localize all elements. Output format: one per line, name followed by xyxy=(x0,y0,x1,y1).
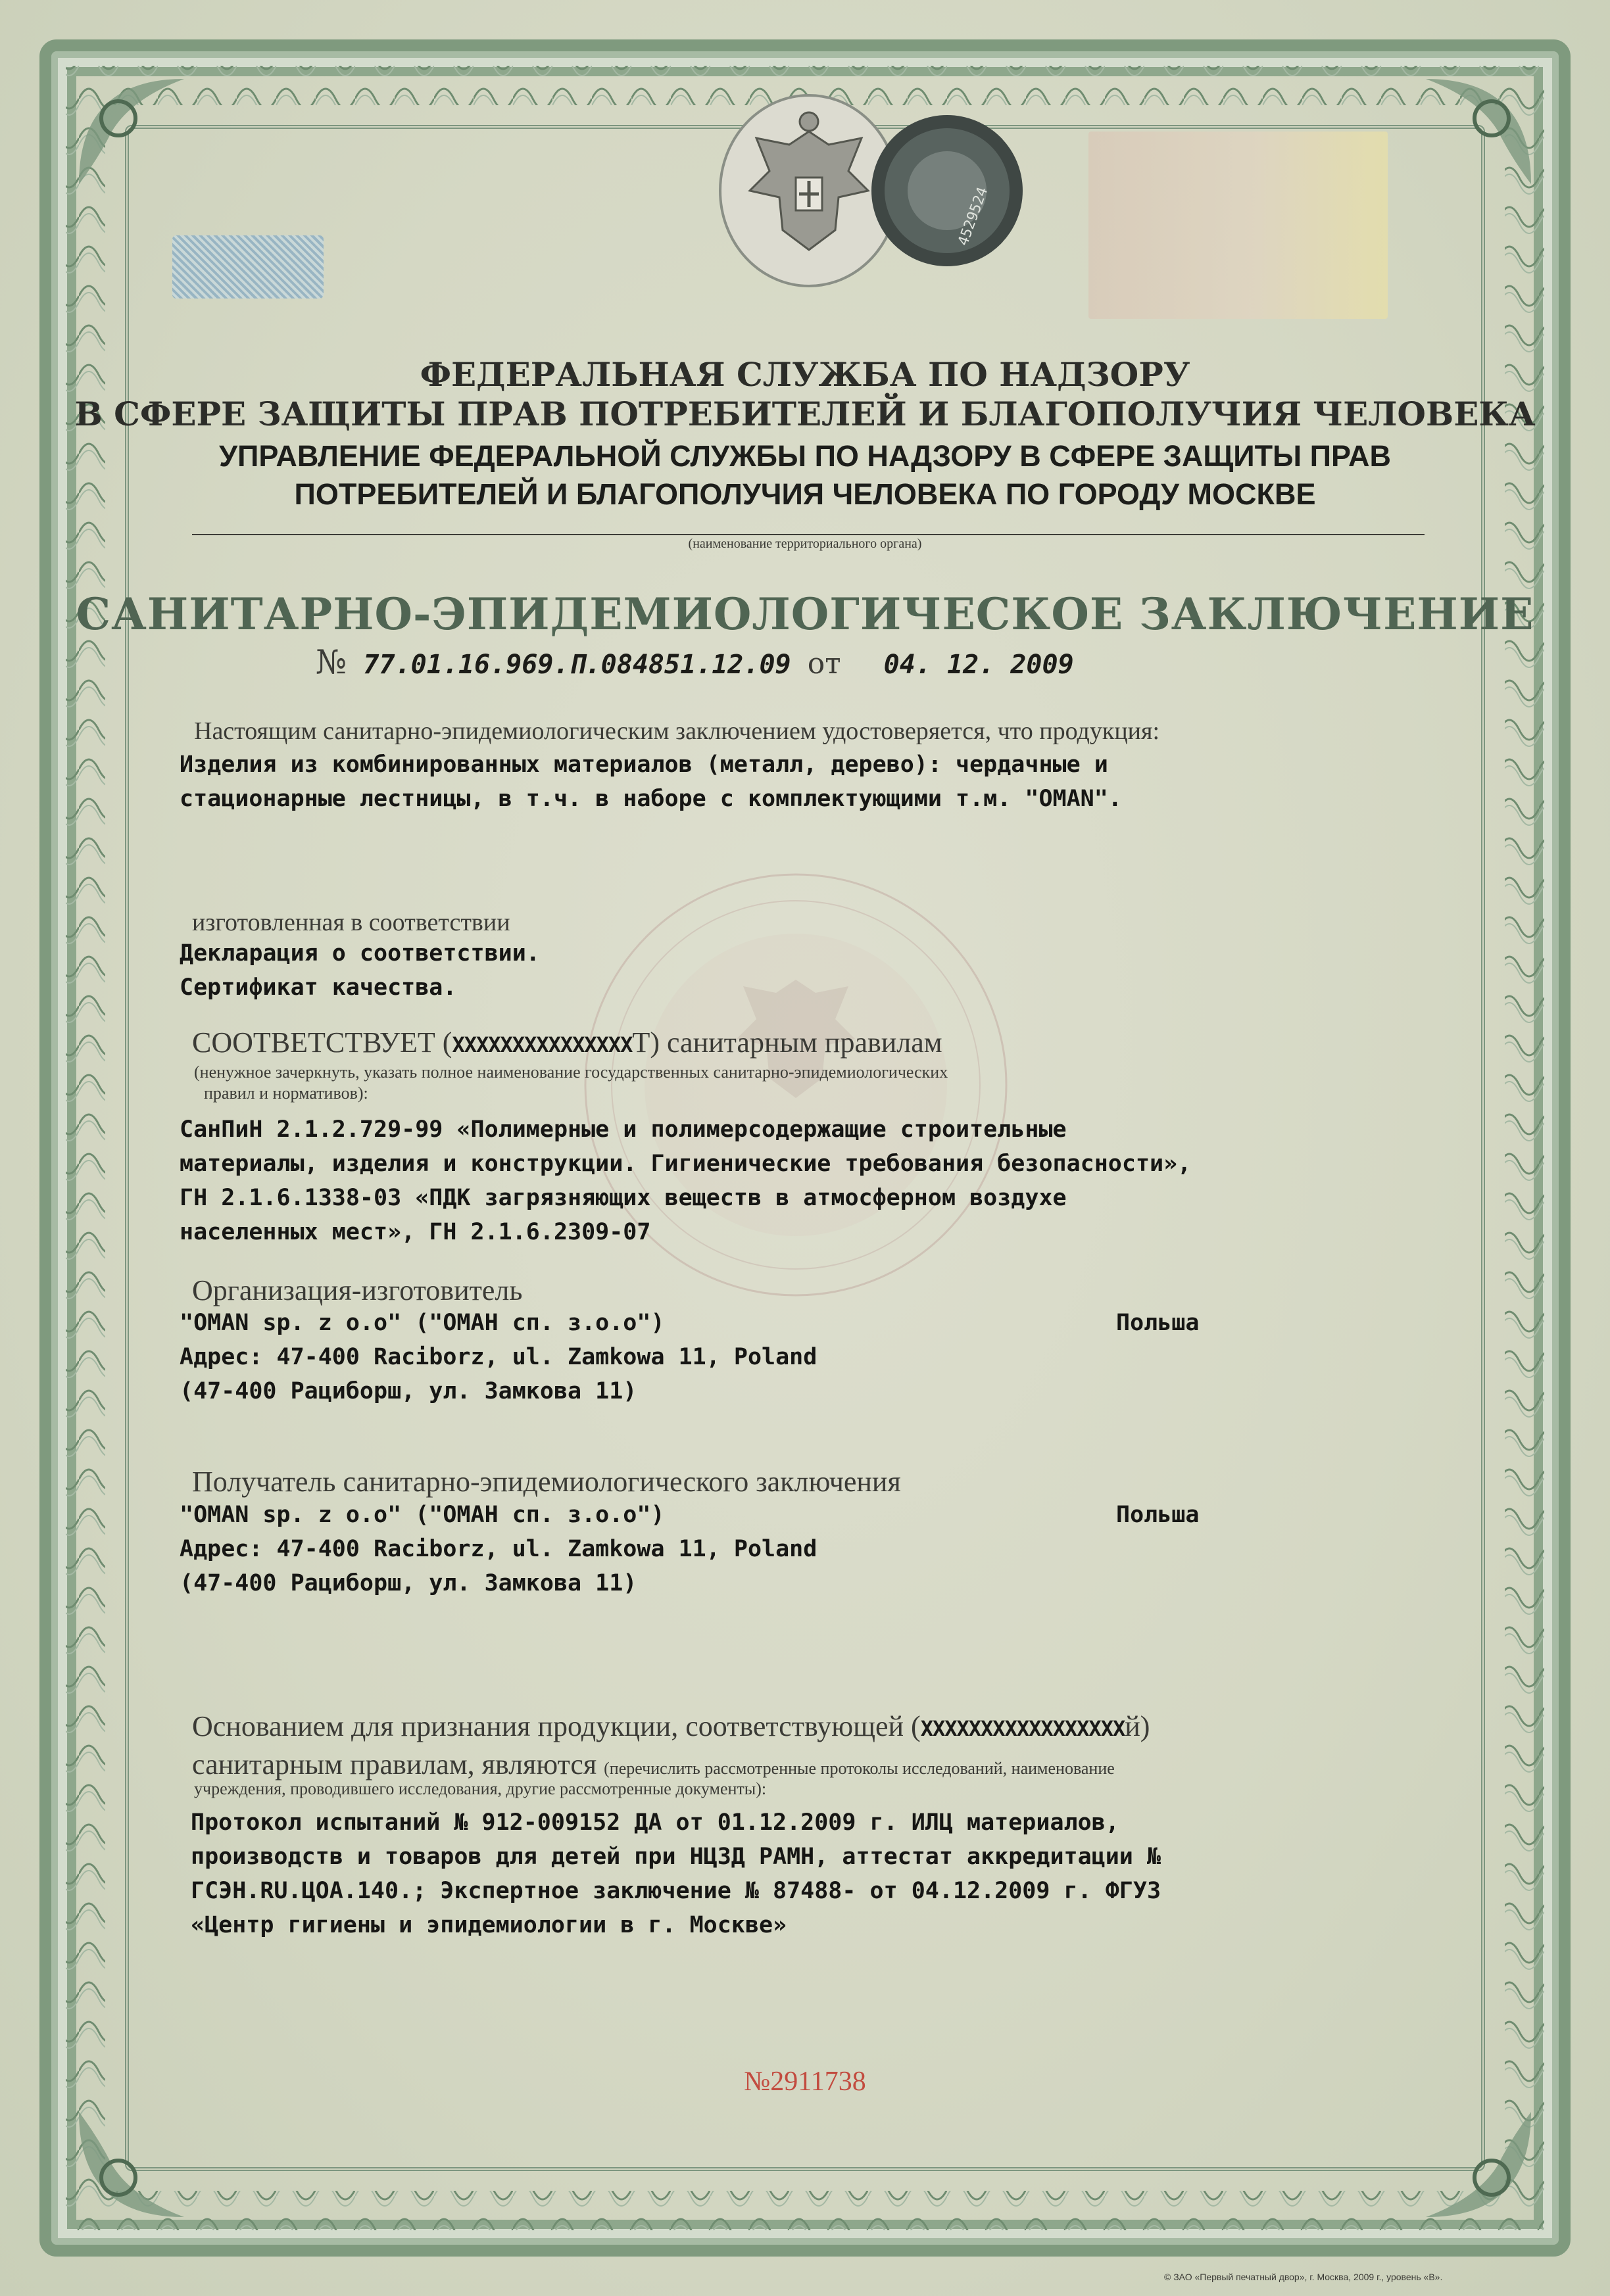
compliance-suffix: Т) санитарным правилам xyxy=(632,1026,942,1059)
compliance-statement xyxy=(192,1026,942,1059)
basis-note: (перечислить рассмотренные протоколы исследований, наименование xyxy=(604,1759,1115,1778)
basis-line-2 xyxy=(192,1748,1115,1781)
office-title-line1: УПРАВЛЕНИЕ ФЕДЕРАЛЬНОЙ СЛУЖБЫ ПО НАДЗОРУ В СФЕРЕ ЗАЩИТЫ ПРАВ xyxy=(218,439,1392,473)
date-from-label: от xyxy=(807,647,841,681)
basis-doc-line-2: производств и товаров для детей при НЦЗД РАМН, аттестат аккредитации № xyxy=(191,1844,1161,1870)
made-per-line-1: Декларация о соответствии. xyxy=(180,940,540,967)
norms-line-3: ГН 2.1.6.1338-03 «ПДК загрязняющих веществ в атмосферном воздухе xyxy=(180,1185,1067,1211)
manufacturer-label: Организация-изготовитель xyxy=(192,1274,523,1306)
office-caption: (наименование территориального органа) xyxy=(688,537,922,551)
manufacturer-country: Польша xyxy=(1116,1310,1200,1336)
serial-number: №2911738 xyxy=(744,2067,866,2097)
basis-doc-line-1: Протокол испытаний № 912-009152 ДА от 01.12.2009 г. ИЛЦ материалов, xyxy=(191,1809,1119,1836)
number-label: № xyxy=(316,643,347,681)
product-line-1: Изделия из комбинированных материалов (металл, дерево): чердачные и xyxy=(180,752,1108,778)
corner-ornament-bottom-right xyxy=(1419,2105,1538,2224)
security-hologram-strip xyxy=(172,235,324,299)
office-title-line2: ПОТРЕБИТЕЛЕЙ И БЛАГОПОЛУЧИЯ ЧЕЛОВЕКА ПО ГОРОДУ МОСКВЕ xyxy=(294,477,1316,511)
document-title: САНИТАРНО-ЭПИДЕМИОЛОГИЧЕСКОЕ ЗАКЛЮЧЕНИЕ xyxy=(76,588,1534,640)
corner-ornament-top-left xyxy=(72,72,191,191)
compliance-note-1: (ненужное зачеркнуть, указать полное наименование государственных санитарно-эпидемиологических xyxy=(194,1063,948,1082)
basis-doc-line-4: «Центр гигиены и эпидемиологии в г. Москве» xyxy=(191,1912,787,1938)
office-underline xyxy=(192,534,1425,535)
made-per-line-2: Сертификат качества. xyxy=(180,974,457,1001)
manufacturer-name: "OMAN sp. z o.o" ("ОМАН сп. з.о.о") xyxy=(180,1310,665,1336)
hologram-number: 4529524 xyxy=(955,185,992,249)
basis-note-2: учреждения, проводившего исследования, другие рассмотренные документы): xyxy=(194,1779,767,1798)
manufacturer-address: Адрес: 47-400 Raciborz, ul. Zamkowa 11, Poland xyxy=(180,1344,817,1370)
certificate-number-row xyxy=(316,643,1074,681)
agency-title-line1: ФЕДЕРАЛЬНАЯ СЛУЖБА ПО НАДЗОРУ xyxy=(420,355,1190,394)
corner-ornament-top-right xyxy=(1419,72,1538,191)
made-per-label: изготовленная в соответствии xyxy=(192,909,510,936)
certificate-number: 77.01.16.969.П.084851.12.09 xyxy=(363,650,791,680)
recipient-country: Польша xyxy=(1116,1502,1200,1528)
basis-suffix: й) xyxy=(1125,1710,1150,1742)
corner-ornament-bottom-left xyxy=(72,2105,191,2224)
norms-line-2: материалы, изделия и конструкции. Гигиенические требования безопасности», xyxy=(180,1151,1192,1177)
security-watermark-area xyxy=(1088,132,1388,319)
compliance-crossed-out: XXXXXXXXXXXXXXX xyxy=(452,1032,633,1057)
basis-doc-line-3: ГСЭН.RU.ЦОА.140.; Экспертное заключение № 87488- от 04.12.2009 г. ФГУЗ xyxy=(191,1878,1161,1904)
hologram-sticker xyxy=(868,112,1026,270)
norms-line-1: СанПиН 2.1.2.729-99 «Полимерные и полимерсодержащие строительные xyxy=(180,1116,1067,1143)
recipient-address-ru: (47-400 Рациборш, ул. Замкова 11) xyxy=(180,1570,637,1596)
compliance-prefix: СООТВЕТСТВУЕТ ( xyxy=(192,1026,452,1059)
recipient-name: "OMAN sp. z o.o" ("ОМАН сп. з.о.о") xyxy=(180,1502,665,1528)
basis-prefix: Основанием для признания продукции, соответствующей ( xyxy=(192,1710,921,1742)
manufacturer-address-ru: (47-400 Рациборш, ул. Замкова 11) xyxy=(180,1378,637,1404)
certificate-date: 04. 12. 2009 xyxy=(883,650,1074,680)
printer-imprint: © ЗАО «Первый печатный двор», г. Москва, 2009 г., уровень «В». xyxy=(1164,2272,1443,2282)
product-intro: Настоящим санитарно-эпидемиологическим заключением удостоверяется, что продукция: xyxy=(194,717,1160,745)
recipient-label: Получатель санитарно-эпидемиологического заключения xyxy=(192,1466,901,1498)
agency-title-line2: В СФЕРЕ ЗАЩИТЫ ПРАВ ПОТРЕБИТЕЛЕЙ И БЛАГОПОЛУЧИЯ ЧЕЛОВЕКА xyxy=(74,395,1536,433)
product-line-2: стационарные лестницы, в т.ч. в наборе с комплектующими т.м. "OMAN". xyxy=(180,786,1122,812)
recipient-address: Адрес: 47-400 Raciborz, ul. Zamkowa 11, Poland xyxy=(180,1536,817,1562)
compliance-note-2: правил и нормативов): xyxy=(204,1084,368,1103)
basis-main-text: санитарным правилам, являются xyxy=(192,1748,604,1781)
basis-statement xyxy=(192,1710,1150,1743)
norms-line-4: населенных мест», ГН 2.1.6.2309-07 xyxy=(180,1219,651,1245)
basis-crossed-out: XXXXXXXXXXXXXXXXX xyxy=(920,1716,1125,1741)
